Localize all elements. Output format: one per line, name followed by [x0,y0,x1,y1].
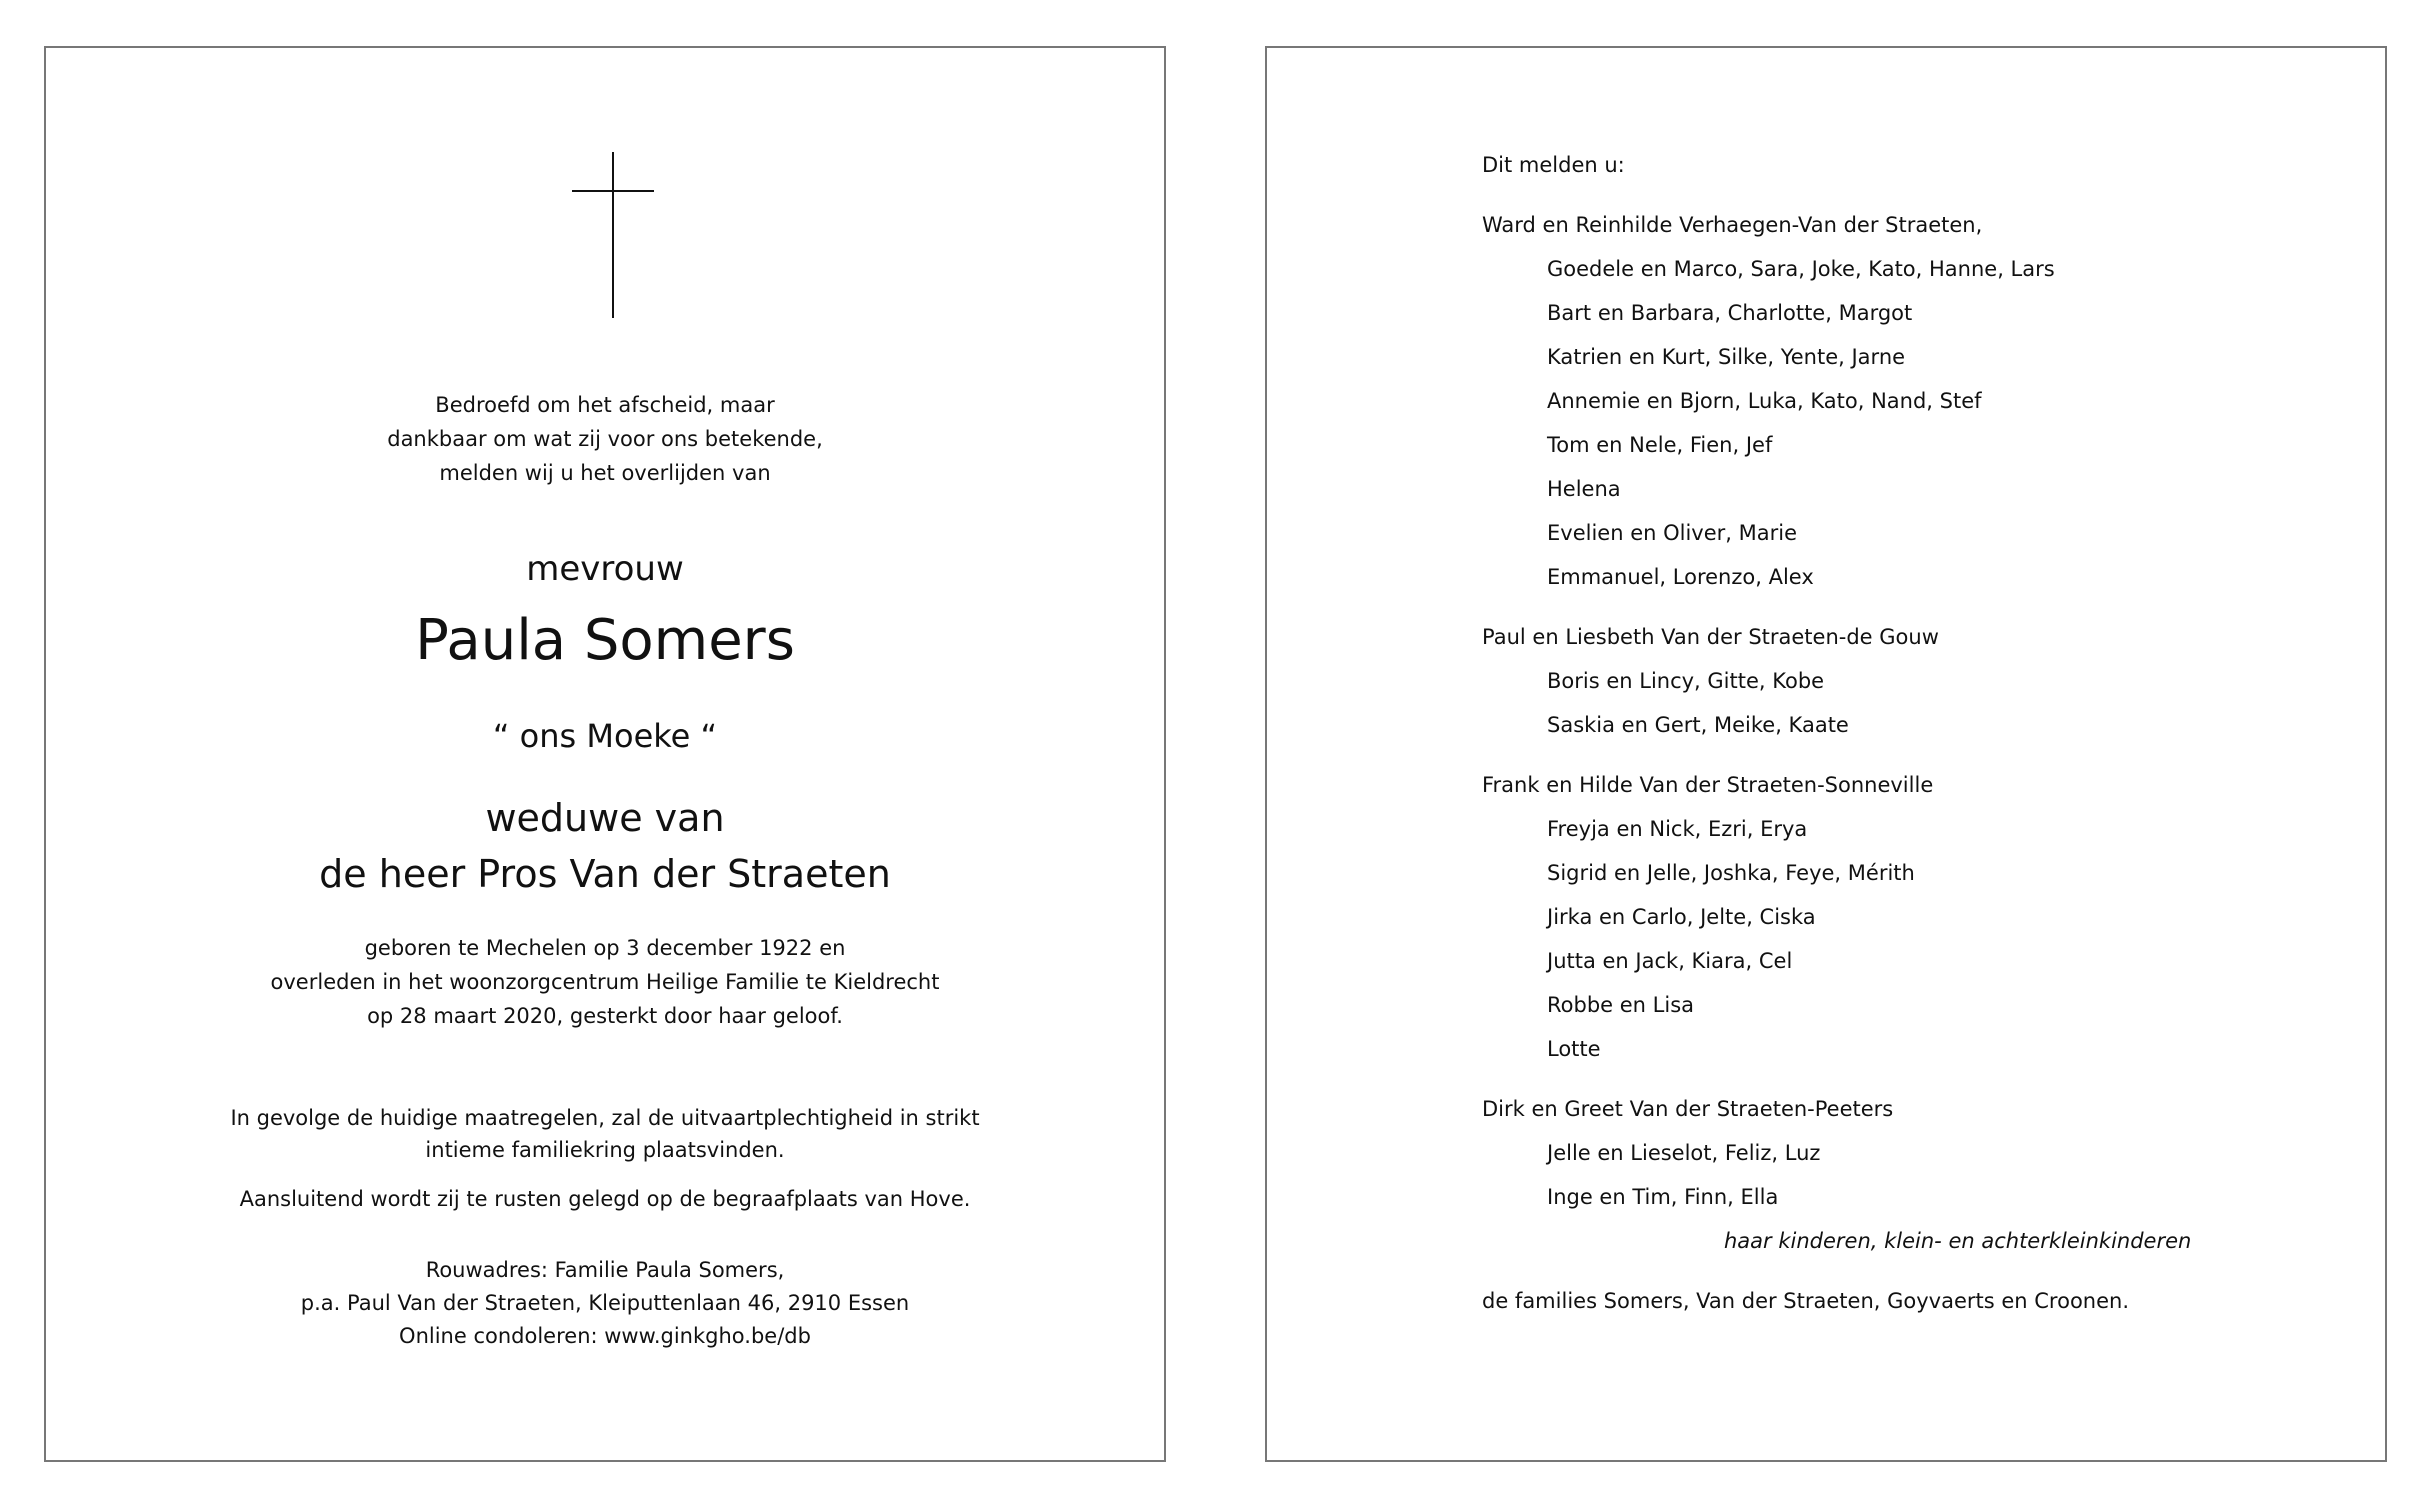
family-child: Annemie en Bjorn, Luka, Kato, Nand, Stef [1547,389,1982,413]
family-child: Jutta en Jack, Kiara, Cel [1547,949,1793,973]
left-page [44,46,1166,1462]
nickname: “ ons Moeke “ [492,717,718,755]
family-child: Robbe en Lisa [1547,993,1694,1017]
family-child: Helena [1547,477,1621,501]
family-main: Paul en Liesbeth Van der Straeten-de Gouw [1482,625,1939,649]
birth-death-line: geboren te Mechelen op 3 december 1922 en [364,936,846,960]
family-main: Dirk en Greet Van der Straeten-Peeters [1482,1097,1894,1121]
family-child: Jirka en Carlo, Jelte, Ciska [1547,905,1816,929]
family-child: Lotte [1547,1037,1601,1061]
widow-text [46,790,1164,902]
family-child: Boris en Lincy, Gitte, Kobe [1547,669,1825,693]
descendants-summary: haar kinderen, klein- en achterkleinkinderen [1724,1229,2192,1253]
widow-line: weduwe van [485,796,725,840]
family-child: Goedele en Marco, Sara, Joke, Kato, Hanne, Lars [1547,257,2055,281]
ceremony-line: In gevolge de huidige maatregelen, zal de uitvaartplechtigheid in strikt [230,1106,980,1130]
family-child: Freyja en Nick, Ezri, Erya [1547,817,1808,841]
title-prefix: mevrouw [526,549,684,589]
family-child: Sigrid en Jelle, Joshka, Feye, Mérith [1547,861,1915,885]
burial-text: Aansluitend wordt zij te rusten gelegd op de begraafplaats van Hove. [239,1187,971,1211]
family-main: Frank en Hilde Van der Straeten-Sonneville [1482,773,1934,797]
family-child: Emmanuel, Lorenzo, Alex [1547,565,1814,589]
intro-line: melden wij u het overlijden van [439,461,771,485]
birth-death-line: op 28 maart 2020, gesterkt door haar geloof. [367,1004,843,1028]
family-child: Tom en Nele, Fien, Jef [1547,433,1773,457]
contact-line: Online condoleren: www.ginkgho.be/db [399,1324,811,1348]
announcement-heading: Dit melden u: [1482,153,1625,177]
widow-line: de heer Pros Van der Straeten [319,852,891,896]
ceremony-line: intieme familiekring plaatsvinden. [425,1138,785,1162]
deceased-name: Paula Somers [415,608,795,673]
intro-line: Bedroefd om het afscheid, maar [435,393,775,417]
family-child: Katrien en Kurt, Silke, Yente, Jarne [1547,345,1906,369]
contact-line: Rouwadres: Familie Paula Somers, [425,1258,785,1282]
family-child: Evelien en Oliver, Marie [1547,521,1798,545]
family-main: Ward en Reinhilde Verhaegen-Van der Straeten, [1482,213,1983,237]
family-child: Jelle en Lieselot, Feliz, Luz [1547,1141,1821,1165]
family-child: Saskia en Gert, Meike, Kaate [1547,713,1849,737]
intro-line: dankbaar om wat zij voor ons betekende, [387,427,823,451]
birth-death-line: overleden in het woonzorgcentrum Heilige Familie te Kieldrecht [270,970,940,994]
ceremony-text [46,1102,1164,1166]
right-page [1265,46,2387,1462]
cross-icon [572,152,654,318]
intro-text [46,388,1164,490]
contact-info [46,1254,1164,1353]
closing-families: de families Somers, Van der Straeten, Goyvaerts en Croonen. [1482,1289,2130,1313]
family-child: Inge en Tim, Finn, Ella [1547,1185,1779,1209]
family-child: Bart en Barbara, Charlotte, Margot [1547,301,1913,325]
contact-line: p.a. Paul Van der Straeten, Kleiputtenlaan 46, 2910 Essen [300,1291,910,1315]
birth-death-text [46,931,1164,1033]
